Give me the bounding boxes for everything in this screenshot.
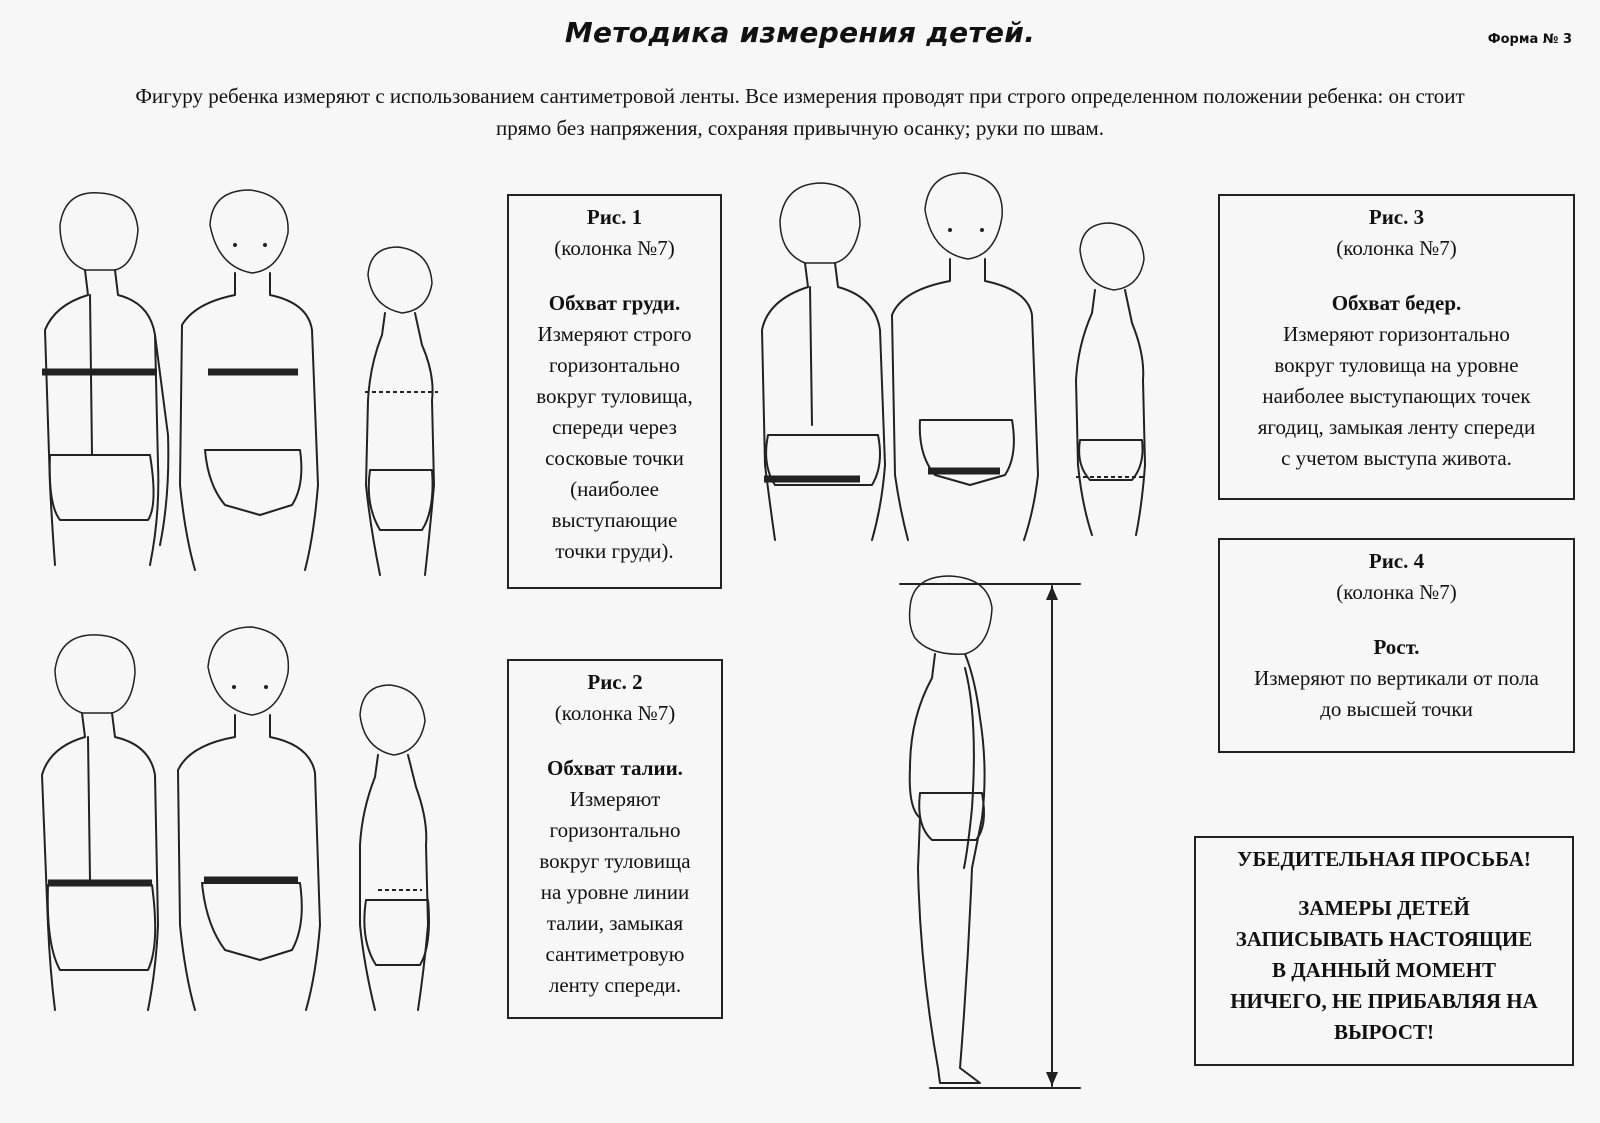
child-back-view-figure [42,193,168,565]
chest-figures-illustration [30,185,450,580]
figure-1-line: точки груди). [555,539,674,563]
figure-2-line: талии, замыкая [546,911,684,935]
child-front-view-figure [180,190,318,570]
child-back-view-figure [42,635,158,1010]
figure-1-line: сосковые точки [545,446,684,470]
figure-4-line: Измеряют по вертикали от пола [1254,666,1539,690]
figure-1-line: горизонтально [549,353,680,377]
request-line: ВЫРОСТ! [1333,1020,1435,1044]
child-front-view-figure [178,627,320,1010]
figure-1-line: (наиболее [570,477,659,501]
figure-2-line: вокруг туловища [539,849,691,873]
request-line: В ДАННЫЙ МОМЕНТ [1271,958,1497,982]
request-line: ЗАПИСЫВАТЬ НАСТОЯЩИЕ [1235,927,1533,951]
figure-3-line: вокруг туловища на уровне [1274,353,1519,377]
figure-4-measure: Рост. [1373,635,1420,659]
figure-1-line: спереди через [552,415,677,439]
waist-figures-illustration [30,625,450,1020]
figure-1-caption: Рис. 1 [586,205,643,229]
figure-2-line: сантиметровую [545,942,685,966]
figure-2-line: горизонтально [549,818,681,842]
figure-3-line: наиболее выступающих точек [1262,384,1531,408]
figure-2-measure: Обхват талии. [547,756,683,780]
figure-2-caption-box [507,659,723,1019]
page-title: Методика измерения детей. [564,16,1036,49]
child-back-view-figure [762,183,885,540]
child-front-view-figure [892,173,1038,540]
figure-4-caption-box [1218,538,1575,753]
form-number: Форма № 3 [1487,32,1572,47]
figure-3-line: Измеряют горизонтально [1283,322,1510,346]
request-line: ЗАМЕРЫ ДЕТЕЙ [1298,896,1470,920]
figure-2-column: (колонка №7) [554,701,676,725]
figure-4-caption: Рис. 4 [1368,549,1425,573]
figure-1-caption-box [507,194,722,589]
request-notice-box [1194,836,1574,1066]
hips-figures-illustration [760,175,1180,545]
figure-2-line: Измеряют [569,787,661,811]
request-heading: УБЕДИТЕЛЬНАЯ ПРОСЬБА! [1237,847,1531,871]
height-figure-illustration [880,568,1100,1098]
figure-2-caption: Рис. 2 [587,670,643,694]
figure-3-column: (колонка №7) [1336,236,1457,260]
figure-4-line: до высшей точки [1320,697,1473,721]
figure-1-measure: Обхват груди. [548,291,681,315]
figure-4-column: (колонка №7) [1336,580,1457,604]
figure-2-line: ленту спереди. [548,973,682,997]
figure-1-column: (колонка №7) [554,236,675,260]
figure-2-line: на уровне линии [540,880,690,904]
figure-1-line: выступающие [551,508,678,532]
figure-3-caption: Рис. 3 [1368,205,1425,229]
intro-line-2: прямо без напряжения, сохраняя привычную осанку; руки по швам. [496,116,1104,140]
child-side-view-figure [360,685,429,1010]
intro-line-1: Фигуру ребенка измеряют с использованием сантиметровой ленты. Все измерения проводят при строго определенном положении ребенка: он стоит [135,84,1465,108]
child-side-view-figure [1076,223,1146,535]
intro-text [40,80,1560,144]
figure-3-line: ягодиц, замыкая ленту спереди [1257,415,1536,439]
figure-1-line: вокруг туловища, [536,384,693,408]
figure-1-line: Измеряют строго [537,322,692,346]
child-side-view-figure [365,247,438,575]
figure-3-line: с учетом выступа живота. [1281,446,1512,470]
request-line: НИЧЕГО, НЕ ПРИБАВЛЯЯ НА [1230,989,1538,1013]
figure-3-caption-box [1218,194,1575,500]
figure-3-measure: Обхват бедер. [1331,291,1462,315]
